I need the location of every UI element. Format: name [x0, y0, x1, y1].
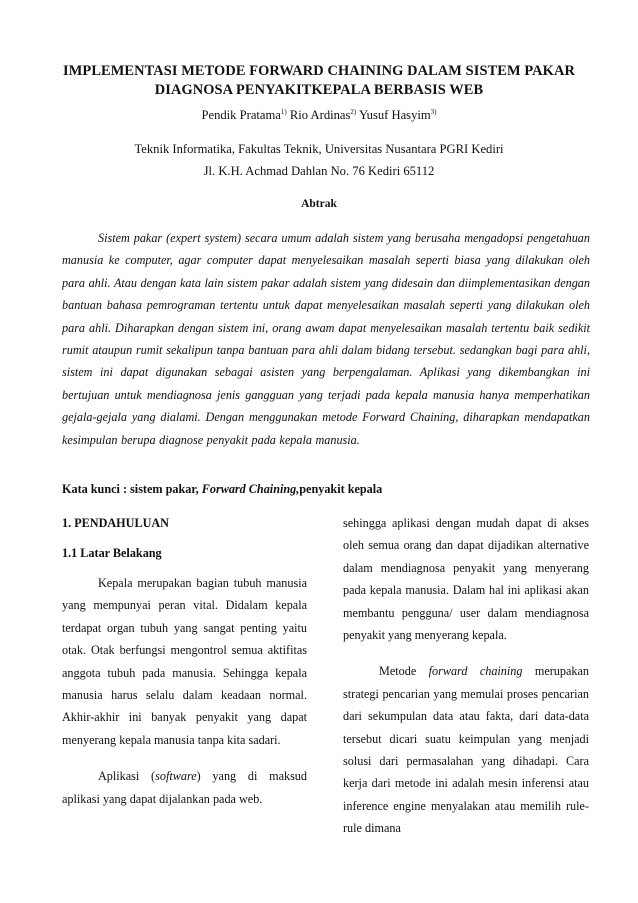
author-mark: 1): [280, 108, 287, 116]
keywords-tail: penyakit kepala: [299, 482, 383, 496]
keywords-line: [62, 482, 590, 497]
abstract-text: Sistem pakar (expert system) secara umum adalah sistem yang berusaha mengadopsi pengetahuan manusia ke computer, agar computer dapat menyelesaikan masalah seperti biasa yang dilakukan oleh para ahli. Atau dengan kata lain sistem pakar adalah sistem yang didesain dan diimplementasikan dengan bantuan bahasa pemrograman tertentu untuk dapat menyelesaikan masalah seperti yang dilakukan oleh para ahli. Diharapkan dengan sistem ini, orang awam dapat menyelesaikan masalah tertentu baik sedikit rumit ataupun rumit sekalipun tanpa bantuan para ahli dalam bidang tersebut. sedangkan bagi para ahli, sistem ini dapat digunakan sebagai asisten yang berpengalaman. Aplikasi yang dikembangkan ini bertujuan untuk mendiagnosa jenis gangguan yang terjadi pada kepala manusia hanya memperhatikan gejala-gejala yang dialami. Dengan menggunakan metode Forward Chaining, diharapkan mendapatkan kesimpulan berupa diagnose penyakit pada kepala manusia.: [62, 231, 590, 447]
paragraph-text: merupakan strategi pencarian yang memulai proses pencarian dari sekumpulan data atau fakta, dari data-data tersebut dicari suatu keimpulan yang menjadi solusi dari permasalahan yang dihadapi. Cara kerja dari metode ini adalah mesin inferensi atau inference engine menyalakan atau memilih rule-rule dimana: [343, 664, 589, 836]
paragraph-italic: forward chaining: [428, 664, 523, 679]
abstract-heading: Abtrak: [301, 198, 337, 210]
subsection-heading: 1.1 Latar Belakang: [62, 546, 162, 560]
right-column: [343, 512, 589, 854]
keywords-label: Kata kunci :: [62, 482, 131, 496]
affiliation-address: Jl. K.H. Achmad Dahlan No. 76 Kediri 65112: [203, 164, 435, 178]
paragraph-text: Metode: [379, 664, 429, 679]
author-mark: 3): [430, 108, 437, 116]
author-mark: 2): [350, 108, 357, 116]
paragraph-text: Aplikasi (: [98, 769, 156, 784]
body-paragraph: Kepala merupakan bagian tubuh manusia yang mempunyai peran vital. Didalam kepala terdapat organ tubuh yang sangat penting yaitu otak. Otak berfungsi mengontrol semua aktifitas anggota tubuh pada manusia. Sehingga kepala manusia harus selalu dalam keadaan normal. Akhir-akhir ini banyak penyakit yang dapat menyerang kepala manusia tanpa kita sadari.: [62, 576, 307, 747]
section-heading: 1. PENDAHULUAN: [62, 516, 169, 530]
paragraph-italic: software: [155, 769, 197, 784]
keywords-plain: sistem pakar,: [130, 482, 202, 496]
body-paragraph: sehingga aplikasi dengan mudah dapat di akses oleh semua orang dan dapat dijadikan alternative dalam mendiagnosa penyakit yang menyerang pada kepala manusia. Dalam hal ini aplikasi akan membantu pengguna/ user dalam mendiagnosa penyakit yang menyerang kepala.: [343, 516, 589, 643]
keywords-italic: Forward Chaining,: [201, 482, 300, 496]
author-name: Pendik Pratama: [201, 108, 281, 122]
author-name: Yusuf Hasyim: [358, 108, 431, 122]
author-list: [0, 104, 638, 123]
paragraph-text: ) yang di maksud aplikasi yang dapat dijalankan pada web.: [62, 769, 307, 806]
body-paragraph: [62, 765, 307, 810]
author-name: Rio Ardinas: [289, 108, 351, 122]
left-column: [62, 512, 307, 824]
paper-title: IMPLEMENTASI METODE FORWARD CHAINING DALAM SISTEM PAKAR DIAGNOSA PENYAKITKEPALA BERBASIS WEB: [63, 63, 575, 98]
body-paragraph: [343, 660, 589, 839]
affiliation-institution: Teknik Informatika, Fakultas Teknik, Universitas Nusantara PGRI Kediri: [134, 142, 504, 156]
